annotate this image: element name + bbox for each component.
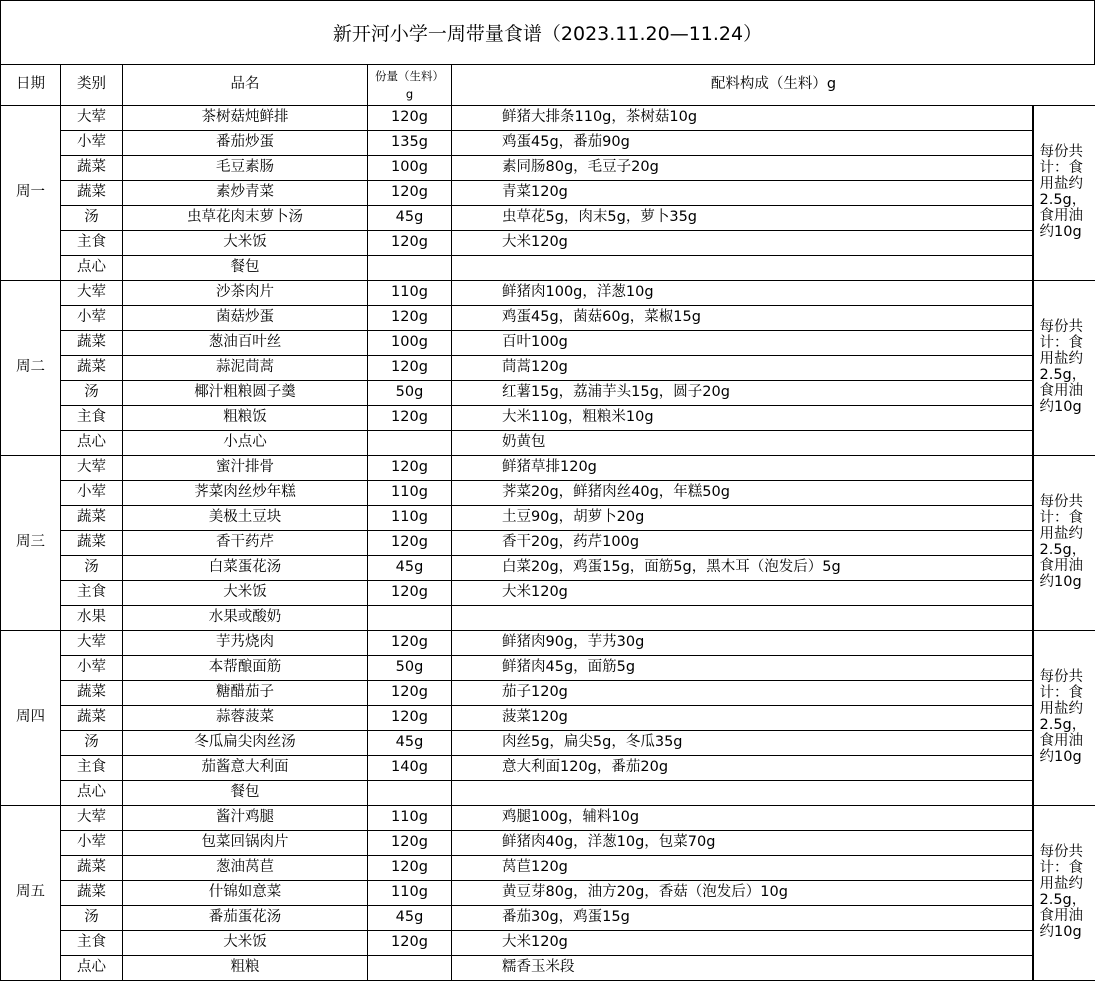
ingredients-cell	[452, 606, 1033, 631]
daily-note: 每份共计：食用盐约2.5g，食用油约10g	[1033, 106, 1095, 281]
header-quantity-line2: g	[405, 87, 414, 101]
category-cell: 主食	[61, 931, 123, 956]
ingredients-cell: 青菜120g	[452, 181, 1033, 206]
day-label: 周五	[1, 806, 61, 981]
ingredients-cell	[452, 256, 1033, 281]
ingredients-cell: 白菜20g，鸡蛋15g，面筋5g，黑木耳（泡发后）5g	[452, 556, 1033, 581]
ingredients-cell: 茼蒿120g	[452, 356, 1033, 381]
quantity-cell: 135g	[368, 131, 452, 156]
table-row	[1, 556, 1095, 581]
dish-cell: 虫草花肉末萝卜汤	[123, 206, 368, 231]
quantity-cell: 50g	[368, 656, 452, 681]
category-cell: 点心	[61, 431, 123, 456]
header-ingredients: 配料构成（生料）g	[452, 65, 1095, 106]
quantity-cell: 110g	[368, 881, 452, 906]
menu-table	[0, 64, 1095, 981]
dish-cell: 蒜泥茼蒿	[123, 356, 368, 381]
ingredients-cell: 黄豆芽80g，油方20g，香菇（泡发后）10g	[452, 881, 1033, 906]
day-label: 周一	[1, 106, 61, 281]
dish-cell: 什锦如意菜	[123, 881, 368, 906]
table-row	[1, 181, 1095, 206]
daily-note: 每份共计：食用盐约2.5g，食用油约10g	[1033, 281, 1095, 456]
quantity-cell: 120g	[368, 706, 452, 731]
ingredients-cell: 鲜猪肉40g，洋葱10g，包菜70g	[452, 831, 1033, 856]
quantity-cell	[368, 431, 452, 456]
table-row	[1, 781, 1095, 806]
ingredients-cell: 鲜猪肉45g，面筋5g	[452, 656, 1033, 681]
header-category: 类别	[61, 65, 123, 106]
ingredients-cell: 番茄30g，鸡蛋15g	[452, 906, 1033, 931]
quantity-cell: 120g	[368, 231, 452, 256]
dish-cell: 美极土豆块	[123, 506, 368, 531]
table-row	[1, 631, 1095, 656]
quantity-cell: 120g	[368, 181, 452, 206]
ingredients-cell: 大米120g	[452, 931, 1033, 956]
quantity-cell	[368, 781, 452, 806]
quantity-cell: 120g	[368, 531, 452, 556]
dish-cell: 蒜蓉菠菜	[123, 706, 368, 731]
day-label: 周二	[1, 281, 61, 456]
category-cell: 蔬菜	[61, 531, 123, 556]
category-cell: 大荤	[61, 631, 123, 656]
category-cell: 小荤	[61, 831, 123, 856]
table-row	[1, 856, 1095, 881]
table-row	[1, 756, 1095, 781]
ingredients-cell: 莴苣120g	[452, 856, 1033, 881]
table-row	[1, 681, 1095, 706]
ingredients-cell: 肉丝5g，扁尖5g，冬瓜35g	[452, 731, 1033, 756]
table-row	[1, 581, 1095, 606]
quantity-cell: 120g	[368, 856, 452, 881]
table-row	[1, 281, 1095, 306]
ingredients-cell: 鸡腿100g，辅料10g	[452, 806, 1033, 831]
quantity-cell: 140g	[368, 756, 452, 781]
dish-cell: 糖醋茄子	[123, 681, 368, 706]
table-row	[1, 906, 1095, 931]
quantity-cell: 120g	[368, 581, 452, 606]
header-row	[1, 65, 1095, 106]
ingredients-cell	[452, 781, 1033, 806]
category-cell: 蔬菜	[61, 681, 123, 706]
header-quantity	[368, 65, 452, 106]
table-row	[1, 231, 1095, 256]
quantity-cell: 120g	[368, 831, 452, 856]
dish-cell: 毛豆素肠	[123, 156, 368, 181]
quantity-cell: 45g	[368, 556, 452, 581]
daily-note: 每份共计：食用盐约2.5g，食用油约10g	[1033, 631, 1095, 806]
quantity-cell: 120g	[368, 406, 452, 431]
table-row	[1, 806, 1095, 831]
quantity-cell: 120g	[368, 456, 452, 481]
category-cell: 水果	[61, 606, 123, 631]
category-cell: 汤	[61, 381, 123, 406]
header-quantity-line1: 份量（生料）	[375, 69, 444, 83]
category-cell: 小荤	[61, 306, 123, 331]
quantity-cell: 110g	[368, 806, 452, 831]
header-dish: 品名	[123, 65, 368, 106]
dish-cell: 椰汁粗粮圆子羹	[123, 381, 368, 406]
quantity-cell	[368, 956, 452, 981]
ingredients-cell: 鸡蛋45g，番茄90g	[452, 131, 1033, 156]
dish-cell: 冬瓜扁尖肉丝汤	[123, 731, 368, 756]
category-cell: 蔬菜	[61, 181, 123, 206]
ingredients-cell: 鲜猪草排120g	[452, 456, 1033, 481]
quantity-cell: 120g	[368, 356, 452, 381]
table-row	[1, 406, 1095, 431]
category-cell: 汤	[61, 906, 123, 931]
category-cell: 主食	[61, 756, 123, 781]
quantity-cell	[368, 256, 452, 281]
daily-note: 每份共计：食用盐约2.5g，食用油约10g	[1033, 456, 1095, 631]
table-row	[1, 356, 1095, 381]
dish-cell: 菌菇炒蛋	[123, 306, 368, 331]
dish-cell: 茶树菇炖鲜排	[123, 106, 368, 131]
table-row	[1, 256, 1095, 281]
table-row	[1, 481, 1095, 506]
dish-cell: 沙茶肉片	[123, 281, 368, 306]
category-cell: 小荤	[61, 481, 123, 506]
dish-cell: 番茄蛋花汤	[123, 906, 368, 931]
ingredients-cell: 鲜猪肉90g，芋艿30g	[452, 631, 1033, 656]
quantity-cell: 45g	[368, 206, 452, 231]
ingredients-cell: 鲜猪肉100g，洋葱10g	[452, 281, 1033, 306]
dish-cell: 大米饭	[123, 931, 368, 956]
ingredients-cell: 菠菜120g	[452, 706, 1033, 731]
table-row	[1, 106, 1095, 131]
quantity-cell: 110g	[368, 281, 452, 306]
ingredients-cell: 大米120g	[452, 231, 1033, 256]
ingredients-cell: 百叶100g	[452, 331, 1033, 356]
table-row	[1, 731, 1095, 756]
category-cell: 蔬菜	[61, 856, 123, 881]
category-cell: 主食	[61, 406, 123, 431]
dish-cell: 包菜回锅肉片	[123, 831, 368, 856]
dish-cell: 餐包	[123, 781, 368, 806]
ingredients-cell: 大米120g	[452, 581, 1033, 606]
category-cell: 点心	[61, 781, 123, 806]
ingredients-cell: 鸡蛋45g，菌菇60g，菜椒15g	[452, 306, 1033, 331]
dish-cell: 蜜汁排骨	[123, 456, 368, 481]
quantity-cell: 45g	[368, 731, 452, 756]
dish-cell: 小点心	[123, 431, 368, 456]
category-cell: 主食	[61, 231, 123, 256]
quantity-cell: 120g	[368, 931, 452, 956]
quantity-cell: 110g	[368, 506, 452, 531]
dish-cell: 茄酱意大利面	[123, 756, 368, 781]
category-cell: 蔬菜	[61, 706, 123, 731]
quantity-cell: 45g	[368, 906, 452, 931]
table-row	[1, 456, 1095, 481]
table-row	[1, 606, 1095, 631]
dish-cell: 葱油百叶丝	[123, 331, 368, 356]
ingredients-cell: 鲜猪大排条110g，茶树菇10g	[452, 106, 1033, 131]
category-cell: 汤	[61, 206, 123, 231]
quantity-cell: 120g	[368, 631, 452, 656]
ingredients-cell: 土豆90g，胡萝卜20g	[452, 506, 1033, 531]
menu-table-body	[1, 65, 1095, 981]
table-row	[1, 881, 1095, 906]
table-row	[1, 931, 1095, 956]
page-title: 新开河小学一周带量食谱（2023.11.20—11.24）	[0, 0, 1095, 64]
category-cell: 点心	[61, 256, 123, 281]
category-cell: 主食	[61, 581, 123, 606]
dish-cell: 粗粮饭	[123, 406, 368, 431]
quantity-cell: 100g	[368, 156, 452, 181]
table-row	[1, 706, 1095, 731]
category-cell: 蔬菜	[61, 881, 123, 906]
category-cell: 大荤	[61, 106, 123, 131]
category-cell: 蔬菜	[61, 506, 123, 531]
table-row	[1, 131, 1095, 156]
table-row	[1, 381, 1095, 406]
ingredients-cell: 奶黄包	[452, 431, 1033, 456]
dish-cell: 大米饭	[123, 581, 368, 606]
table-row	[1, 506, 1095, 531]
dish-cell: 酱汁鸡腿	[123, 806, 368, 831]
ingredients-cell: 香干20g，药芹100g	[452, 531, 1033, 556]
dish-cell: 番茄炒蛋	[123, 131, 368, 156]
ingredients-cell: 荠菜20g，鲜猪肉丝40g，年糕50g	[452, 481, 1033, 506]
dish-cell: 素炒青菜	[123, 181, 368, 206]
table-row	[1, 656, 1095, 681]
dish-cell: 本帮酿面筋	[123, 656, 368, 681]
table-row	[1, 156, 1095, 181]
category-cell: 小荤	[61, 656, 123, 681]
table-row	[1, 306, 1095, 331]
day-label: 周四	[1, 631, 61, 806]
category-cell: 小荤	[61, 131, 123, 156]
quantity-cell	[368, 606, 452, 631]
ingredients-cell: 素同肠80g，毛豆子20g	[452, 156, 1033, 181]
quantity-cell: 120g	[368, 681, 452, 706]
ingredients-cell: 糯香玉米段	[452, 956, 1033, 981]
category-cell: 汤	[61, 731, 123, 756]
dish-cell: 粗粮	[123, 956, 368, 981]
category-cell: 大荤	[61, 806, 123, 831]
table-row	[1, 831, 1095, 856]
table-row	[1, 431, 1095, 456]
daily-note: 每份共计：食用盐约2.5g，食用油约10g	[1033, 806, 1095, 981]
dish-cell: 白菜蛋花汤	[123, 556, 368, 581]
quantity-cell: 100g	[368, 331, 452, 356]
ingredients-cell: 茄子120g	[452, 681, 1033, 706]
dish-cell: 葱油莴苣	[123, 856, 368, 881]
category-cell: 蔬菜	[61, 356, 123, 381]
category-cell: 大荤	[61, 456, 123, 481]
table-row	[1, 531, 1095, 556]
ingredients-cell: 虫草花5g，肉末5g，萝卜35g	[452, 206, 1033, 231]
quantity-cell: 110g	[368, 481, 452, 506]
quantity-cell: 50g	[368, 381, 452, 406]
dish-cell: 香干药芹	[123, 531, 368, 556]
category-cell: 汤	[61, 556, 123, 581]
category-cell: 蔬菜	[61, 156, 123, 181]
quantity-cell: 120g	[368, 106, 452, 131]
dish-cell: 水果或酸奶	[123, 606, 368, 631]
dish-cell: 餐包	[123, 256, 368, 281]
table-row	[1, 956, 1095, 981]
category-cell: 点心	[61, 956, 123, 981]
day-label: 周三	[1, 456, 61, 631]
dish-cell: 荠菜肉丝炒年糕	[123, 481, 368, 506]
category-cell: 大荤	[61, 281, 123, 306]
dish-cell: 大米饭	[123, 231, 368, 256]
category-cell: 蔬菜	[61, 331, 123, 356]
ingredients-cell: 意大利面120g，番茄20g	[452, 756, 1033, 781]
ingredients-cell: 红薯15g，荔浦芋头15g，圆子20g	[452, 381, 1033, 406]
table-row	[1, 206, 1095, 231]
table-row	[1, 331, 1095, 356]
quantity-cell: 120g	[368, 306, 452, 331]
dish-cell: 芋艿烧肉	[123, 631, 368, 656]
ingredients-cell: 大米110g，粗粮米10g	[452, 406, 1033, 431]
header-date: 日期	[1, 65, 61, 106]
